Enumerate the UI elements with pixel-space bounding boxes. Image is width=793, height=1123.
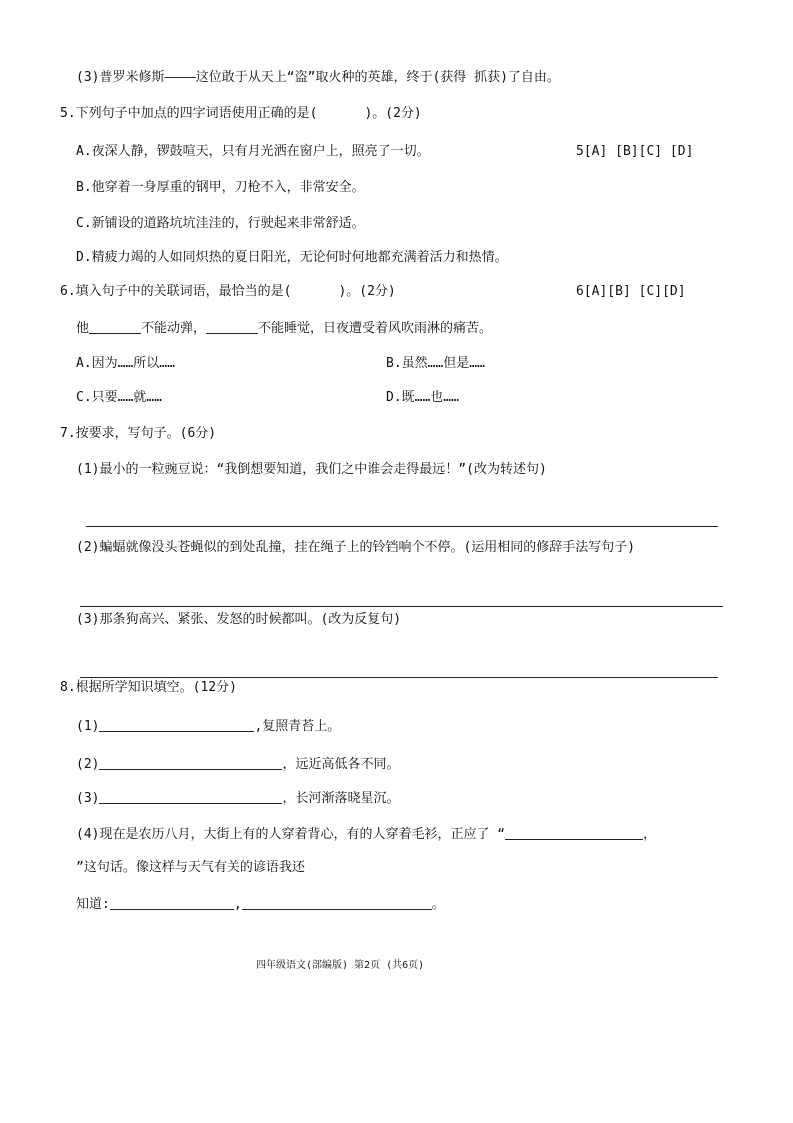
q8-blank-1[interactable] [99, 718, 254, 732]
q8-blank-5[interactable] [110, 896, 234, 910]
q8-blank-4[interactable] [505, 826, 643, 840]
q7-item-3: (3)那条狗高兴、紧张、发怒的时候都叫。(改为反复句) [76, 612, 402, 627]
q8-blank-2[interactable] [99, 756, 282, 770]
q6-option-b: B.虽然……但是…… [386, 356, 485, 371]
q8-line-1-number: (1) [76, 719, 100, 734]
q6-option-d: D.既……也…… [386, 390, 459, 405]
q5-option-d: D.精疲力竭的人如同炽热的夏日阳光，无论何时何地都充满着活力和热情。 [76, 250, 508, 265]
q8-line-3-text: ，长河渐落晓星沉。 [282, 791, 400, 806]
q6-sentence-part-1: 他 [76, 321, 90, 336]
q6-sentence-part-2: 不能动弹， [141, 321, 207, 336]
q6-sentence [76, 320, 492, 337]
q7-answer-line-2[interactable] [80, 606, 723, 607]
q6-answer-box[interactable]: 6[A][B] [C][D] [576, 284, 686, 299]
q5-stem: 5.下列句子中加点的四字词语使用正确的是( )。(2分) [60, 106, 422, 121]
q7-stem: 7.按要求，写句子。(6分) [60, 426, 217, 441]
q8-blank-6[interactable] [242, 896, 432, 910]
q6-stem: 6.填入句子中的关联词语，最恰当的是( )。(2分) [60, 284, 396, 299]
q8-line-2 [76, 756, 400, 773]
q8-line-5-label: 知道: [76, 897, 110, 912]
q5-answer-box[interactable]: 5[A] [B][C] [D] [576, 144, 694, 159]
q8-line-1-text: ,复照青苔上。 [254, 719, 341, 734]
q7-item-1: (1)最小的一粒豌豆说：“我倒想要知道，我们之中谁会走得最远！”(改为转述句) [76, 462, 547, 477]
q8-line-3 [76, 790, 400, 807]
q8-line-2-number: (2) [76, 757, 100, 772]
page-footer: 四年级语文(部编版) 第2页 (共6页) [256, 960, 425, 971]
q8-blank-3[interactable] [99, 790, 282, 804]
q8-line-3-number: (3) [76, 791, 100, 806]
q6-option-a: A.因为……所以…… [76, 356, 175, 371]
q7-item-2: (2)蝙蝠就像没头苍蝇似的到处乱撞，挂在绳子上的铃铛响个不停。(运用相同的修辞手法写句子) [76, 540, 636, 555]
q8-line-5 [76, 896, 445, 913]
q6-option-c: C.只要……就…… [76, 390, 162, 405]
q8-line-5-comma: , [233, 897, 242, 912]
q8-line-4-continued: ”这句话。像这样与天气有关的谚语我还 [76, 860, 305, 875]
q7-answer-line-1[interactable] [86, 526, 718, 527]
q5-option-c: C.新铺设的道路坑坑洼洼的，行驶起来非常舒适。 [76, 216, 365, 231]
q8-line-5-period: 。 [431, 897, 445, 912]
q8-line-1 [76, 718, 340, 735]
q8-line-4-text: (4)现在是农历八月，大街上有的人穿着背心，有的人穿着毛衫，正应了 “ [76, 827, 506, 842]
q8-line-4 [76, 826, 656, 843]
q6-sentence-part-3: 不能睡觉，日夜遭受着风吹雨淋的痛苦。 [258, 321, 493, 336]
q8-line-2-text: ，远近高低各不同。 [282, 757, 400, 772]
q7-answer-line-3[interactable] [80, 677, 718, 678]
q5-option-b: B.他穿着一身厚重的钢甲，刀枪不入，非常安全。 [76, 180, 365, 195]
q6-blank-2[interactable] [206, 320, 258, 334]
q6-blank-1[interactable] [89, 320, 141, 334]
q8-line-4-end: ， [643, 827, 657, 842]
q4-item-3: (3)普罗米修斯————这位敢于从天上“盗”取火种的英雄，终于(获得 抓获)了自由。 [76, 70, 560, 85]
q5-option-a: A.夜深人静，锣鼓喧天，只有月光洒在窗户上，照亮了一切。 [76, 144, 430, 159]
q8-stem: 8.根据所学知识填空。(12分) [60, 680, 237, 695]
